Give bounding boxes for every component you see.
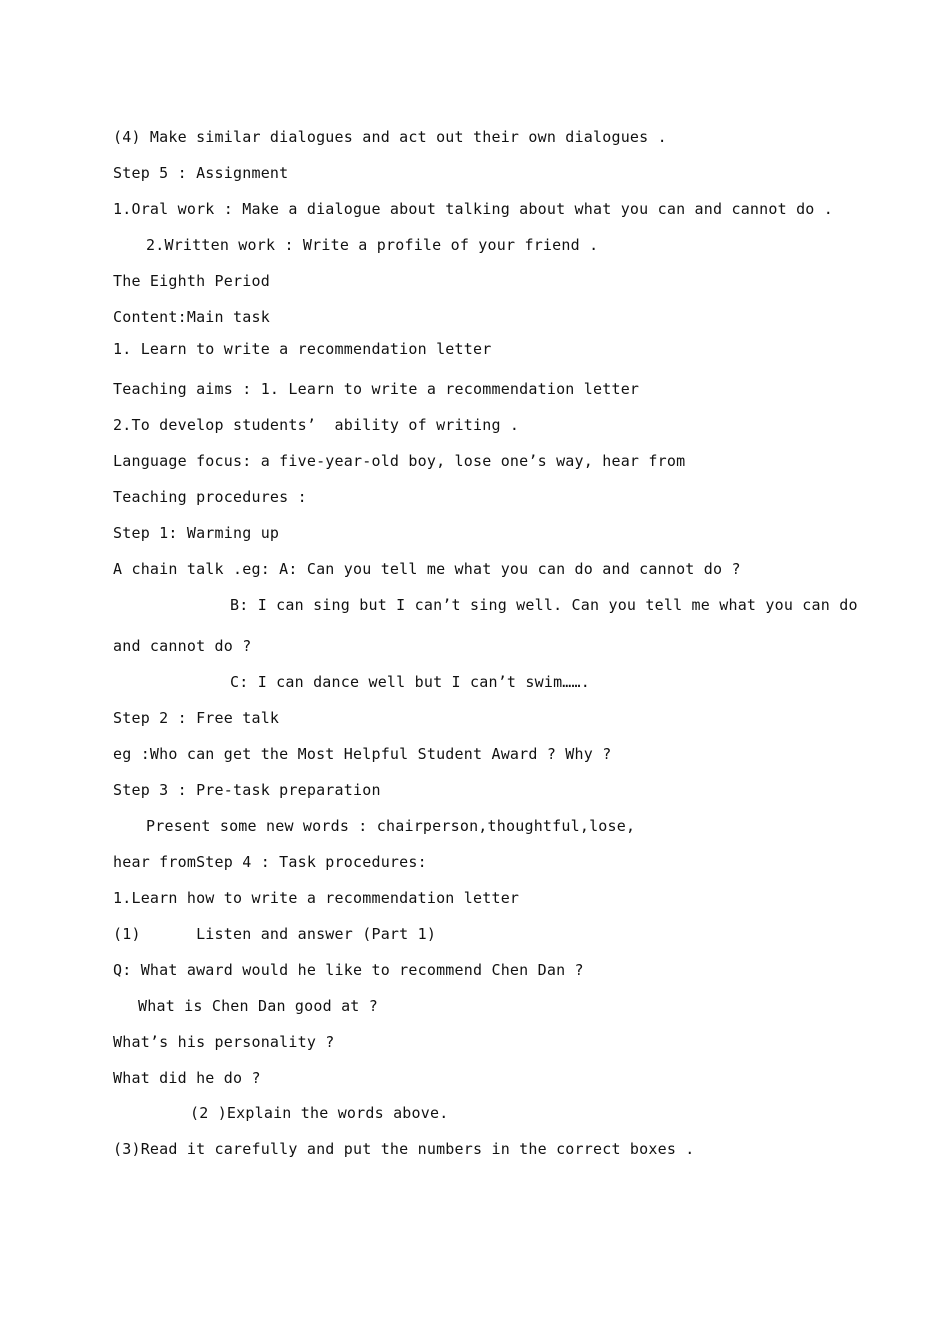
section-heading: The Eighth Period bbox=[113, 272, 270, 290]
text-line: Present some new words : chairperson,thoughtful,lose, bbox=[146, 817, 636, 835]
text-line: Step 1: Warming up bbox=[113, 524, 280, 542]
text-line: Teaching aims : 1. Learn to write a recommendation letter bbox=[113, 380, 640, 398]
text-line: What is Chen Dan good at ? bbox=[138, 997, 378, 1015]
text-line: (4) Make similar dialogues and act out their own dialogues . bbox=[113, 128, 667, 146]
text-line: (1) Listen and answer (Part 1) bbox=[113, 925, 437, 943]
text-line: 1.Oral work : Make a dialogue about talking about what you can and cannot do . bbox=[113, 200, 833, 218]
text-line: eg :Who can get the Most Helpful Student Award ? Why ? bbox=[113, 745, 612, 763]
text-line: Teaching procedures : bbox=[113, 488, 307, 506]
text-line: and cannot do ? bbox=[113, 637, 252, 655]
text-line: (3)Read it carefully and put the numbers in the correct boxes . bbox=[113, 1140, 695, 1158]
text-line: hear fromStep 4 : Task procedures: bbox=[113, 853, 427, 871]
text-line: Q: What award would he like to recommend Chen Dan ? bbox=[113, 961, 584, 979]
text-line: 2.To develop students’ ability of writing . bbox=[113, 416, 520, 434]
text-line: C: I can dance well but I can’t swim……. bbox=[230, 673, 590, 691]
text-line: 1. Learn to write a recommendation letter bbox=[113, 340, 492, 358]
text-line: 2.Written work : Write a profile of your friend . bbox=[146, 236, 599, 254]
text-line: What’s his personality ? bbox=[113, 1033, 335, 1051]
text-line: 1.Learn how to write a recommendation letter bbox=[113, 889, 520, 907]
text-line: What did he do ? bbox=[113, 1069, 261, 1087]
text-line: Language focus: a five-year-old boy, lose one’s way, hear from bbox=[113, 452, 686, 470]
text-line: A chain talk .eg: A: Can you tell me what you can do and cannot do ? bbox=[113, 560, 741, 578]
text-line: Step 3 : Pre-task preparation bbox=[113, 781, 381, 799]
text-line: B: I can sing but I can’t sing well. Can you tell me what you can do bbox=[230, 596, 858, 614]
text-line: Step 2 : Free talk bbox=[113, 709, 280, 727]
text-line: Step 5 : Assignment bbox=[113, 164, 289, 182]
text-line: (2 )Explain the words above. bbox=[190, 1104, 449, 1122]
text-line: Content:Main task bbox=[113, 308, 270, 326]
